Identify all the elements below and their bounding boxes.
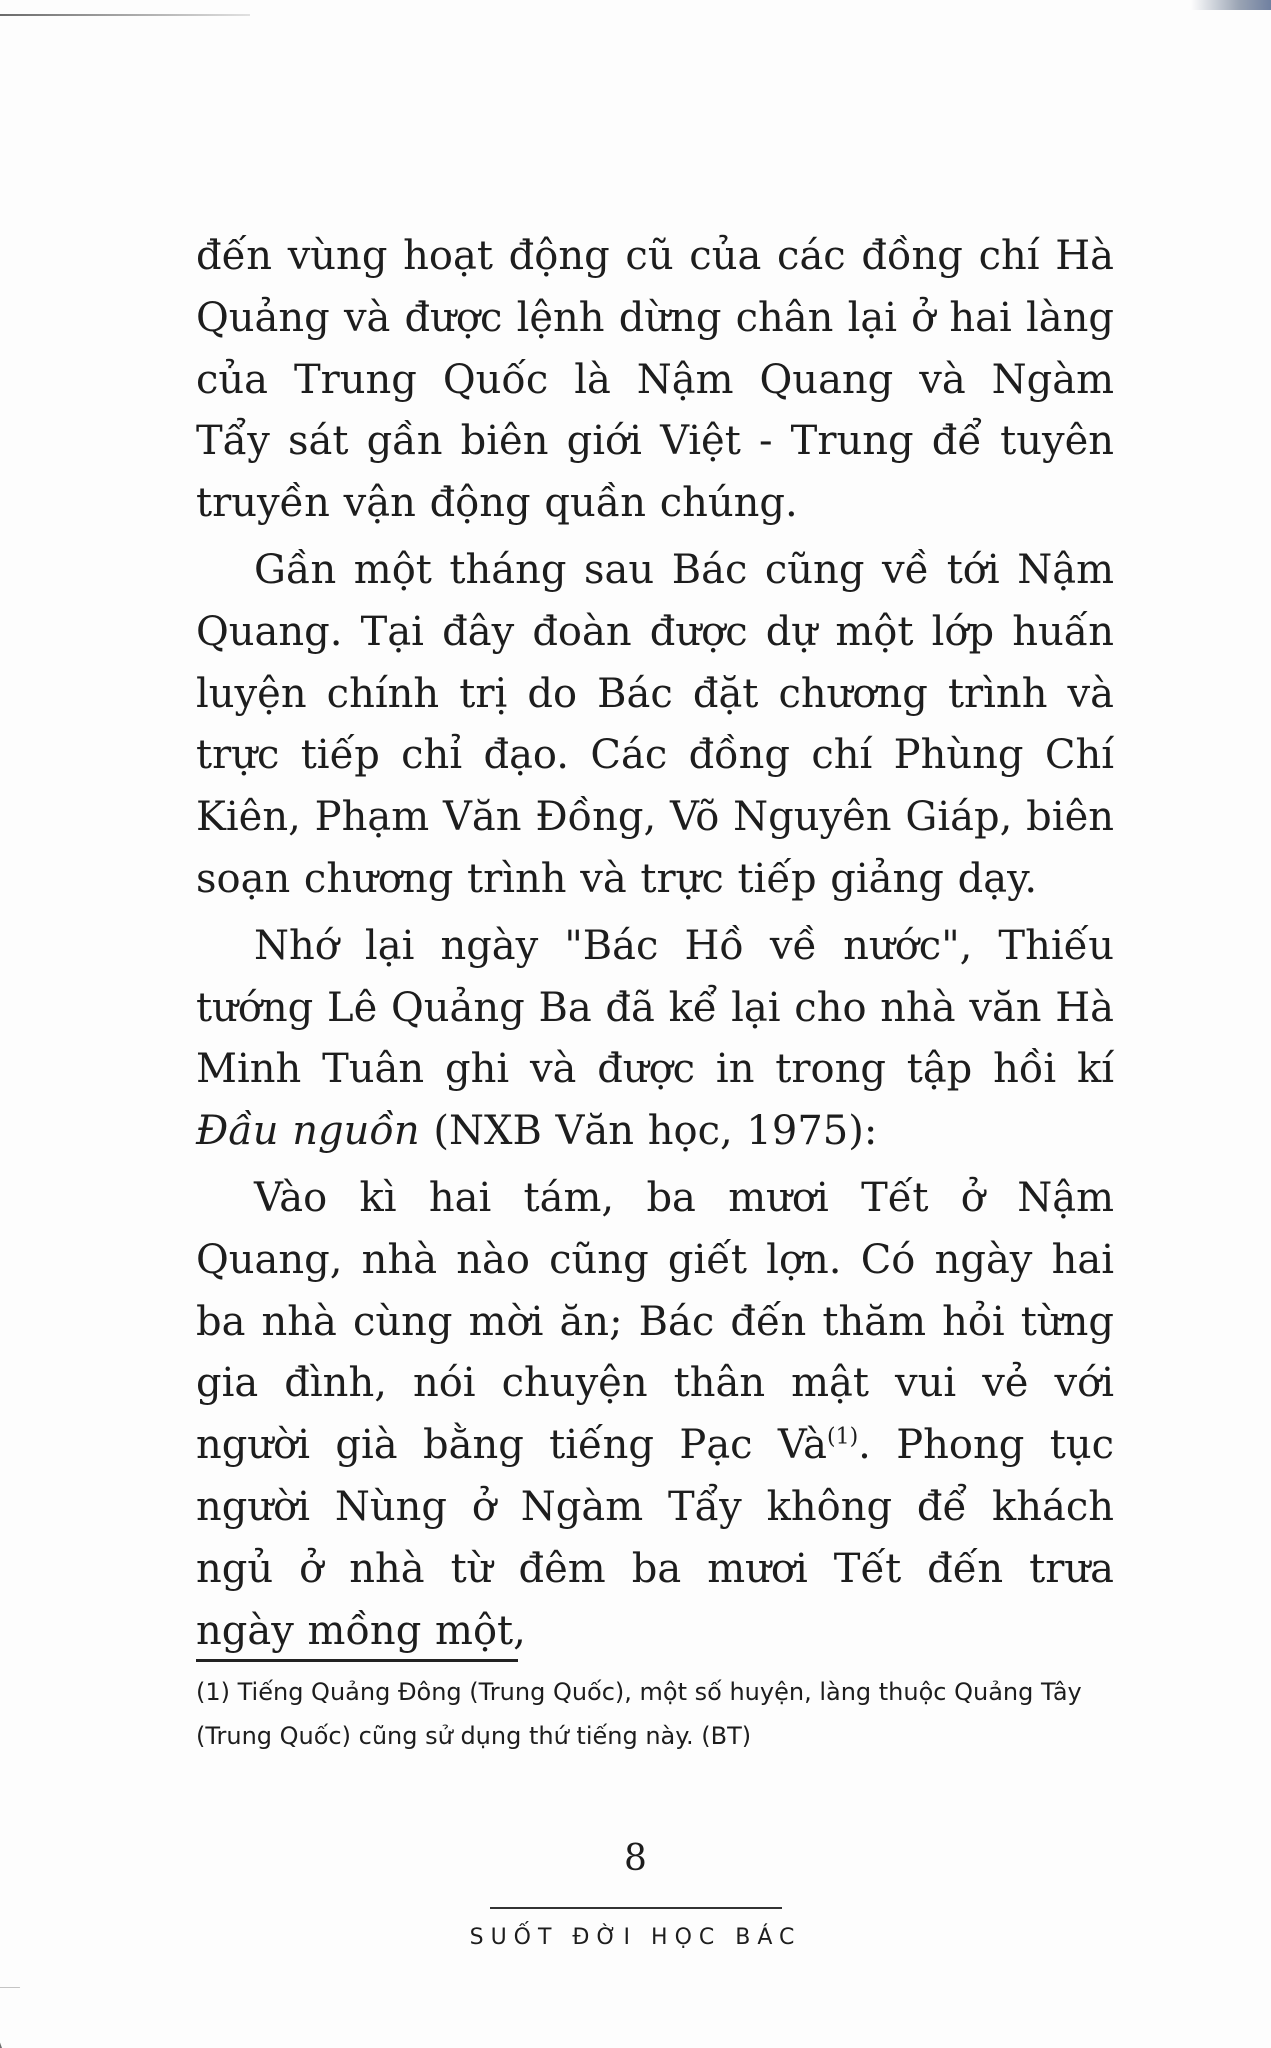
paragraph-1: đến vùng hoạt động cũ của các đồng chí Hà Quảng và được lệnh dừng chân lại ở hai làng của Trung Quốc là Nậm Quang và Ngàm Tẩy sát gần biên giới Việt - Trung để tuyên truyền vận động quần chúng. <box>196 233 1114 527</box>
paragraph-3-end: (NXB Văn học, 1975): <box>419 1108 878 1155</box>
running-footer-title: SUỐT ĐỜI HỌC BÁC <box>469 1925 802 1950</box>
paragraph-4-end: . Phong tục người Nùng ở Ngàm Tẩy không để khách ngủ ở nhà từ đêm ba mươi Tết đến trưa ngày mồng một, <box>196 1422 1114 1654</box>
footnote-divider <box>196 1659 518 1662</box>
footnote-marker: (1) <box>827 1424 859 1450</box>
paragraph-4 <box>196 1168 1114 1662</box>
scan-edge-top-right <box>1191 0 1271 10</box>
scan-edge-top-left <box>0 14 250 16</box>
paragraph-3 <box>196 916 1114 1163</box>
paragraph-2: Gần một tháng sau Bác cũng về tới Nậm Quang. Tại đây đoàn được dự một lớp huấn luyện chính trị do Bác đặt chương trình và trực tiếp chỉ đạo. Các đồng chí Phùng Chí Kiên, Phạm Văn Đồng, Võ Nguyên Giáp, biên soạn chương trình và trực tiếp giảng dạy. <box>196 546 1114 902</box>
footnote-text: (1) Tiếng Quảng Đông (Trung Quốc), một số huyện, làng thuộc Quảng Tây (Trung Quốc) cũng sử dụng thứ tiếng này. (BT) <box>196 1678 1082 1750</box>
scan-edge-bottom-left <box>0 1987 42 2048</box>
footer-divider <box>490 1907 782 1909</box>
body-text <box>196 226 1114 1662</box>
page-number: 8 <box>624 1838 647 1879</box>
paragraph-3-start: Nhớ lại ngày "Bác Hồ về nước", Thiếu tướng Lê Quảng Ba đã kể lại cho nhà văn Hà Minh Tuân ghi và được in trong tập hồi kí <box>196 922 1114 1093</box>
paragraph-4-start: Vào kì hai tám, ba mươi Tết ở Nậm Quang, nhà nào cũng giết lợn. Có ngày hai ba nhà cùng mời ăn; Bác đến thăm hỏi từng gia đình, nói chuyện thân mật vui vẻ với người già bằng tiếng Pạc Và <box>196 1174 1114 1469</box>
footnote <box>196 1670 1114 1758</box>
book-title-reference: Đầu nguồn <box>196 1108 420 1155</box>
